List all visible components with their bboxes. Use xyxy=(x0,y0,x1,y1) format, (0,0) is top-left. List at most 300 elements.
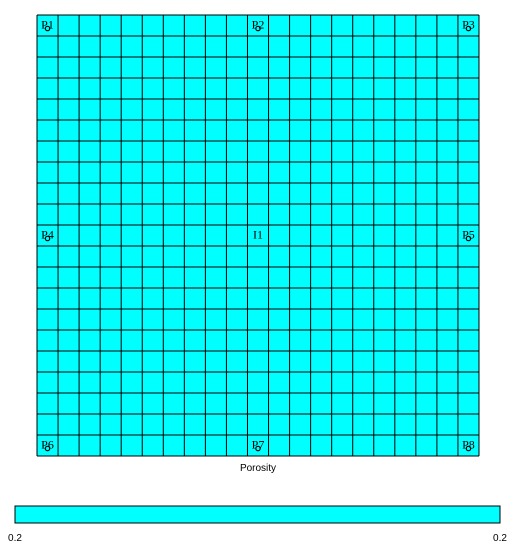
grid-cell xyxy=(79,372,100,393)
grid-cell xyxy=(437,225,458,246)
grid-cell xyxy=(205,435,226,456)
grid-cell xyxy=(79,288,100,309)
grid-cell xyxy=(395,372,416,393)
grid-cell xyxy=(226,225,247,246)
grid-cell xyxy=(184,183,205,204)
grid-cell xyxy=(142,15,163,36)
grid-cell xyxy=(458,414,479,435)
grid-cell xyxy=(290,309,311,330)
grid-cell xyxy=(142,162,163,183)
grid-cell xyxy=(205,99,226,120)
grid-cell xyxy=(226,309,247,330)
grid-cell xyxy=(37,393,58,414)
grid-cell xyxy=(142,351,163,372)
grid-cell xyxy=(79,120,100,141)
grid-cell xyxy=(290,246,311,267)
grid-cell xyxy=(416,204,437,225)
grid-cell xyxy=(100,372,121,393)
grid-cell xyxy=(58,351,79,372)
grid-cell xyxy=(79,393,100,414)
grid-cell xyxy=(58,141,79,162)
grid-cell xyxy=(37,141,58,162)
grid-cell xyxy=(374,99,395,120)
grid-cell xyxy=(247,36,268,57)
grid-cell xyxy=(353,183,374,204)
grid-cell xyxy=(142,330,163,351)
grid-cell xyxy=(205,246,226,267)
grid-cell xyxy=(332,99,353,120)
grid-cell xyxy=(79,15,100,36)
grid-cell xyxy=(142,414,163,435)
grid-cell xyxy=(437,435,458,456)
grid-cell xyxy=(437,162,458,183)
grid-cell xyxy=(311,330,332,351)
grid-cell xyxy=(163,204,184,225)
grid-cell xyxy=(247,162,268,183)
grid-cell xyxy=(226,330,247,351)
grid-cell xyxy=(121,120,142,141)
grid-cell xyxy=(37,267,58,288)
grid-cell xyxy=(163,162,184,183)
grid-cell xyxy=(311,36,332,57)
grid-cell xyxy=(416,78,437,99)
grid-cell xyxy=(163,372,184,393)
grid-cell xyxy=(353,204,374,225)
grid-cell xyxy=(226,78,247,99)
grid-cell xyxy=(332,162,353,183)
grid-cell xyxy=(332,414,353,435)
grid-cell xyxy=(142,372,163,393)
grid-cell xyxy=(163,36,184,57)
grid-cell xyxy=(184,204,205,225)
grid-cell xyxy=(332,225,353,246)
grid-cell xyxy=(184,162,205,183)
grid-cell xyxy=(353,225,374,246)
grid-cell xyxy=(58,183,79,204)
grid-cell xyxy=(269,246,290,267)
grid-cell xyxy=(332,393,353,414)
grid-cell xyxy=(79,57,100,78)
grid-cell xyxy=(100,57,121,78)
grid-cell xyxy=(163,141,184,162)
grid-cell xyxy=(332,372,353,393)
grid-cell xyxy=(311,435,332,456)
grid-cell xyxy=(416,351,437,372)
grid-cell xyxy=(100,330,121,351)
grid-cell xyxy=(374,36,395,57)
grid-cell xyxy=(226,246,247,267)
grid-cell xyxy=(58,36,79,57)
grid-cell xyxy=(247,414,268,435)
grid-cell xyxy=(247,183,268,204)
well-label: P7 xyxy=(251,437,265,452)
grid-cell xyxy=(290,204,311,225)
grid-cell xyxy=(58,414,79,435)
grid-cell xyxy=(226,288,247,309)
grid-cell xyxy=(142,393,163,414)
grid-cell xyxy=(353,330,374,351)
grid-cell xyxy=(458,204,479,225)
grid-cell xyxy=(311,267,332,288)
grid-cell xyxy=(163,15,184,36)
grid-cell xyxy=(121,309,142,330)
grid-cell xyxy=(226,267,247,288)
grid-cell xyxy=(437,204,458,225)
grid-cell xyxy=(269,309,290,330)
grid-cell xyxy=(142,141,163,162)
grid-cell xyxy=(100,183,121,204)
grid-cell xyxy=(142,435,163,456)
grid-cell xyxy=(353,78,374,99)
grid-cell xyxy=(395,15,416,36)
grid-cell xyxy=(100,246,121,267)
grid-cell xyxy=(353,435,374,456)
grid-cell xyxy=(121,372,142,393)
grid-cell xyxy=(458,141,479,162)
well-p5 xyxy=(462,228,475,242)
grid-cell xyxy=(374,225,395,246)
grid-cell xyxy=(353,246,374,267)
grid-cell xyxy=(226,36,247,57)
grid-cell xyxy=(353,99,374,120)
grid-cell xyxy=(205,330,226,351)
grid-cell xyxy=(79,36,100,57)
grid-cell xyxy=(100,435,121,456)
grid-cell xyxy=(79,309,100,330)
grid-cell xyxy=(121,36,142,57)
grid-cell xyxy=(332,15,353,36)
grid-cell xyxy=(58,225,79,246)
grid-cell xyxy=(184,351,205,372)
grid-cell xyxy=(247,372,268,393)
grid-cell xyxy=(163,120,184,141)
grid-cell xyxy=(37,36,58,57)
grid-cell xyxy=(290,435,311,456)
grid-cell xyxy=(121,267,142,288)
grid-cell xyxy=(37,246,58,267)
grid-cell xyxy=(290,225,311,246)
grid-cell xyxy=(163,225,184,246)
grid-cell xyxy=(374,435,395,456)
grid-cell xyxy=(353,351,374,372)
grid-cell xyxy=(121,78,142,99)
grid-cell xyxy=(184,372,205,393)
grid-cell xyxy=(205,120,226,141)
grid-cell xyxy=(226,15,247,36)
colorbar xyxy=(15,506,500,523)
grid-cell xyxy=(205,183,226,204)
grid-cell xyxy=(374,414,395,435)
grid-cell xyxy=(184,246,205,267)
grid-cell xyxy=(247,120,268,141)
grid-cell xyxy=(79,183,100,204)
grid-cell xyxy=(247,78,268,99)
grid-cell xyxy=(79,267,100,288)
grid-cell xyxy=(247,351,268,372)
grid-cell xyxy=(332,246,353,267)
grid-cell xyxy=(437,288,458,309)
grid-cell xyxy=(58,372,79,393)
grid-cell xyxy=(79,414,100,435)
grid-cell xyxy=(290,372,311,393)
grid-cell xyxy=(100,288,121,309)
grid-cell xyxy=(142,57,163,78)
grid-cell xyxy=(226,57,247,78)
grid-cell xyxy=(163,351,184,372)
grid-cell xyxy=(395,99,416,120)
grid-cell xyxy=(437,372,458,393)
grid-cell xyxy=(269,15,290,36)
grid-cell xyxy=(269,57,290,78)
grid-cell xyxy=(395,78,416,99)
grid-cell xyxy=(184,330,205,351)
grid-cell xyxy=(226,120,247,141)
grid-cell xyxy=(37,78,58,99)
grid-cell xyxy=(416,393,437,414)
grid-cell xyxy=(226,351,247,372)
grid-cell xyxy=(247,141,268,162)
grid-cell xyxy=(37,351,58,372)
grid-cell xyxy=(374,372,395,393)
grid-cell xyxy=(226,141,247,162)
grid-cell xyxy=(311,246,332,267)
grid-cell xyxy=(37,414,58,435)
grid-cell xyxy=(37,372,58,393)
grid-cell xyxy=(269,120,290,141)
grid-cell xyxy=(269,183,290,204)
grid-cell xyxy=(163,414,184,435)
grid-cell xyxy=(79,330,100,351)
grid-cell xyxy=(269,99,290,120)
grid-cell xyxy=(332,435,353,456)
grid-cell xyxy=(205,225,226,246)
grid-cell xyxy=(374,204,395,225)
grid-cell xyxy=(205,288,226,309)
grid-cell xyxy=(121,15,142,36)
grid-cell xyxy=(163,288,184,309)
grid-cell xyxy=(163,57,184,78)
grid-cell xyxy=(353,36,374,57)
grid-cell xyxy=(332,183,353,204)
grid-cell xyxy=(416,99,437,120)
grid-cell xyxy=(100,78,121,99)
grid-cell xyxy=(437,330,458,351)
grid-cell xyxy=(311,288,332,309)
grid-cell xyxy=(416,246,437,267)
grid-cell xyxy=(374,393,395,414)
colorbar-min-label: 0.2 xyxy=(8,533,22,544)
grid-cell xyxy=(416,288,437,309)
colorbar-max-label: 0.2 xyxy=(493,533,507,544)
grid-cell xyxy=(395,267,416,288)
grid-cell xyxy=(395,414,416,435)
grid-cell xyxy=(100,351,121,372)
grid-cell xyxy=(184,36,205,57)
grid-cell xyxy=(416,57,437,78)
grid-cell xyxy=(458,183,479,204)
grid-cell xyxy=(311,57,332,78)
grid-cell xyxy=(332,141,353,162)
grid-cell xyxy=(121,225,142,246)
grid-cell xyxy=(205,36,226,57)
grid-cell xyxy=(184,78,205,99)
grid-cell xyxy=(395,120,416,141)
grid-cell xyxy=(58,120,79,141)
grid-cell xyxy=(142,309,163,330)
well-p8 xyxy=(462,438,475,452)
grid-cell xyxy=(37,330,58,351)
grid-cell xyxy=(163,309,184,330)
grid-cell xyxy=(142,225,163,246)
grid-cell xyxy=(458,162,479,183)
grid-cell xyxy=(269,225,290,246)
grid-cell xyxy=(247,393,268,414)
grid-cell xyxy=(290,120,311,141)
well-label: P4 xyxy=(41,227,54,242)
grid-cell xyxy=(205,204,226,225)
grid-cell xyxy=(290,15,311,36)
grid-cell xyxy=(121,435,142,456)
grid-cell xyxy=(332,57,353,78)
well-p7 xyxy=(252,438,265,452)
grid-cell xyxy=(458,57,479,78)
grid-cell xyxy=(311,414,332,435)
grid-cell xyxy=(395,435,416,456)
grid-cell xyxy=(458,267,479,288)
grid-cell xyxy=(353,141,374,162)
grid-cell xyxy=(58,246,79,267)
grid-cell xyxy=(437,183,458,204)
grid-cell xyxy=(121,351,142,372)
grid-cell xyxy=(142,288,163,309)
grid-cell xyxy=(437,393,458,414)
grid-cell xyxy=(205,351,226,372)
grid-cell xyxy=(458,309,479,330)
grid-cell xyxy=(395,246,416,267)
grid-cell xyxy=(290,288,311,309)
grid-cell xyxy=(437,120,458,141)
grid-cell xyxy=(353,414,374,435)
grid-cell xyxy=(121,393,142,414)
grid-cell xyxy=(79,246,100,267)
grid-cell xyxy=(79,162,100,183)
grid-cell xyxy=(79,99,100,120)
grid-cell xyxy=(121,288,142,309)
grid-cell xyxy=(184,288,205,309)
grid-cell xyxy=(79,78,100,99)
grid-cell xyxy=(100,309,121,330)
grid-cell xyxy=(395,288,416,309)
grid-cell xyxy=(437,78,458,99)
grid-cell xyxy=(290,414,311,435)
grid-cell xyxy=(79,141,100,162)
grid-cell xyxy=(416,141,437,162)
grid-cell xyxy=(374,351,395,372)
grid-cell xyxy=(121,330,142,351)
well-label: P1 xyxy=(41,17,54,32)
grid-cell xyxy=(311,99,332,120)
well-p3 xyxy=(462,18,475,32)
grid-cell xyxy=(121,414,142,435)
grid-cell xyxy=(332,120,353,141)
grid-cell xyxy=(416,330,437,351)
grid-cell xyxy=(269,204,290,225)
grid-cell xyxy=(374,141,395,162)
grid-cell xyxy=(269,288,290,309)
grid-cell xyxy=(374,309,395,330)
grid-cell xyxy=(374,330,395,351)
grid-cell xyxy=(458,288,479,309)
grid-cell xyxy=(395,141,416,162)
grid-cell xyxy=(205,309,226,330)
grid-cell xyxy=(142,246,163,267)
grid-cell xyxy=(142,204,163,225)
grid-cell xyxy=(290,57,311,78)
grid-cell xyxy=(58,267,79,288)
grid-cell xyxy=(163,246,184,267)
grid-cell xyxy=(353,57,374,78)
grid-cell xyxy=(247,288,268,309)
grid-cell xyxy=(184,120,205,141)
grid-cell xyxy=(184,267,205,288)
grid-cell xyxy=(458,351,479,372)
grid-cell xyxy=(416,372,437,393)
grid-cell xyxy=(353,15,374,36)
grid-cell xyxy=(226,99,247,120)
grid-cell xyxy=(100,36,121,57)
grid-cell xyxy=(458,393,479,414)
grid-cell xyxy=(290,141,311,162)
grid-cell xyxy=(290,393,311,414)
grid-cell xyxy=(311,120,332,141)
grid-cell xyxy=(437,267,458,288)
grid-cell xyxy=(247,309,268,330)
grid-cell xyxy=(121,162,142,183)
grid-cell xyxy=(205,15,226,36)
grid-cell xyxy=(184,57,205,78)
grid-cell xyxy=(37,57,58,78)
grid-cell xyxy=(395,309,416,330)
well-p2 xyxy=(252,18,265,32)
grid-cell xyxy=(332,351,353,372)
grid-cell xyxy=(395,36,416,57)
grid-cell xyxy=(437,99,458,120)
grid-cell xyxy=(458,246,479,267)
grid-cell xyxy=(142,267,163,288)
grid-cell xyxy=(437,351,458,372)
well-label: P3 xyxy=(462,17,475,32)
grid-cell xyxy=(100,120,121,141)
grid-cell xyxy=(58,330,79,351)
grid-cell xyxy=(163,267,184,288)
grid-cell xyxy=(100,204,121,225)
grid-cell xyxy=(163,183,184,204)
grid-cell xyxy=(226,372,247,393)
grid-cell xyxy=(374,57,395,78)
grid-cell xyxy=(374,183,395,204)
grid-cell xyxy=(311,15,332,36)
grid-cell xyxy=(121,141,142,162)
grid-cell xyxy=(58,99,79,120)
grid-cell xyxy=(142,78,163,99)
grid-cell xyxy=(247,246,268,267)
well-label: P5 xyxy=(462,227,475,242)
grid-cell xyxy=(416,267,437,288)
grid-cell xyxy=(332,309,353,330)
grid-cell xyxy=(437,309,458,330)
grid-cell xyxy=(416,435,437,456)
grid-cell xyxy=(226,435,247,456)
